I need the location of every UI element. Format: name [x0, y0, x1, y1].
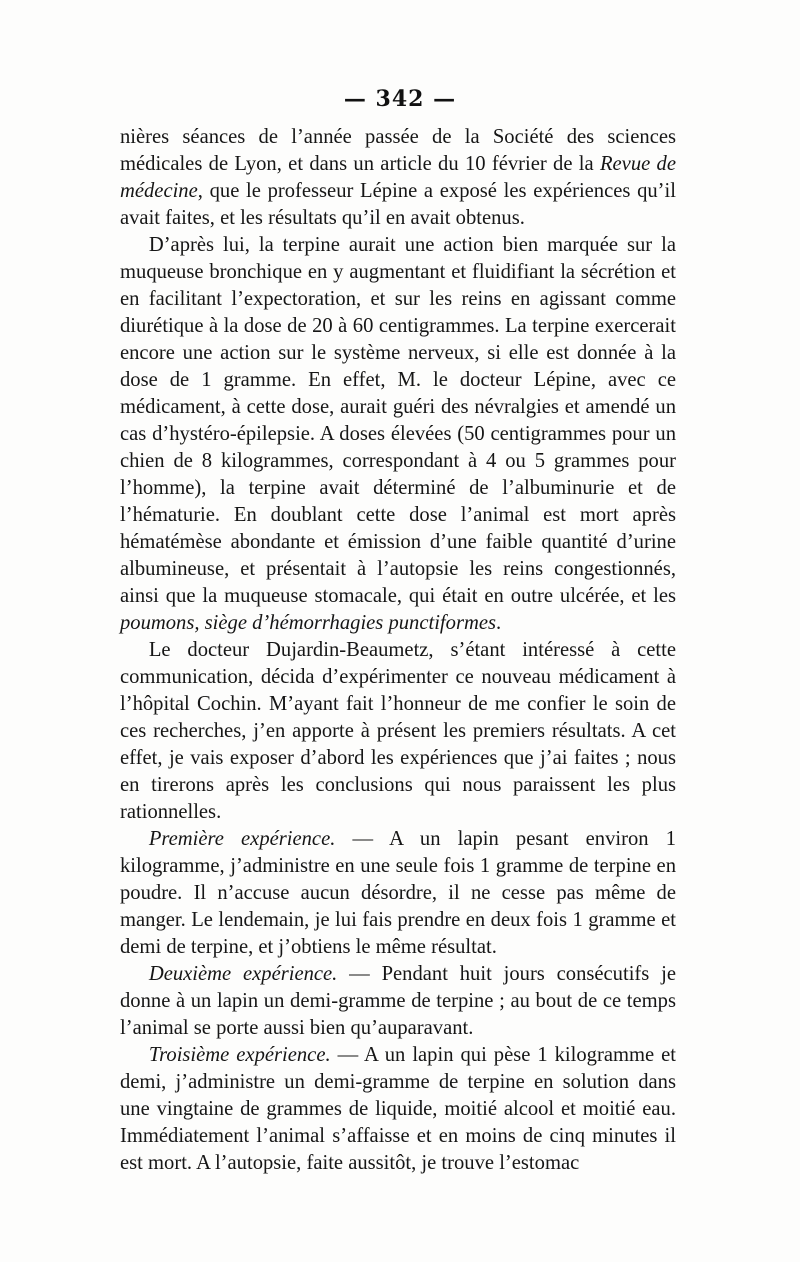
text-run: D’après lui, la terpine aurait une action bien marquée sur la muqueuse bronchique en y augmentant et fluidifiant la sécrétion et en facilitant l’expectoration, et sur les reins en agissant comme diurétique à la dose de 20 à 60 centigrammes. La terpine exercerait encore une action sur le système nerveux, si elle est donnée à la dose de 1 gramme. En effet, M. le docteur Lépine, avec ce médicament, à cette dose, aurait guéri des névralgies et amendé un cas d’hystéro-épilepsie. A doses élevées (50 centigrammes pour un chien de 8 kilogrammes, correspondant à 4 ou 5 grammes pour l’homme), la terpine avait déterminé de l’albuminurie et de l’hématurie. En doublant cette dose l’animal est mort après hématémèse abondante et émission d’une faible quantité d’urine albumineuse, et présentait à l’autopsie les reins congestionnés, ainsi que la muqueuse stomacale, qui était en outre ulcérée, et les [120, 234, 676, 607]
text-run: , que le professeur Lépine a exposé les expériences qu’il avait faites, et les résultats qu’il en avait obtenus. [120, 180, 676, 229]
italic-text-run: Troisième expérience. [148, 1044, 331, 1066]
paragraph-dujardin-beaumetz [120, 637, 676, 826]
italic-text-run: Revue de médecine [120, 153, 676, 202]
text-run: — A un lapin qui pèse 1 kilogramme et demi, j’administre un demi-gramme de terpine en solution dans une vingtaine de grammes de liquide, moitié alcool et moitié eau. Immédiatement l’animal s’affaisse et en moins de cinq minutes il est mort. A l’autopsie, faite aussitôt, je trouve l’estomac [120, 1044, 676, 1174]
italic-text-run: poumons, siège d’hémorrhagies punctiformes [120, 612, 496, 634]
paragraph-troisieme-experience [120, 1042, 676, 1177]
text-run: — A un lapin pesant environ 1 kilogramme, j’administre en une seule fois 1 gramme de terpine en poudre. Il n’accuse aucun désordre, il ne cesse pas même de manger. Le lendemain, je lui fais prendre en deux fois 1 gramme et demi de terpine, et j’obtiens le même résultat. [120, 828, 676, 958]
italic-text-run: Première expérience. [148, 828, 336, 850]
paragraph-continuation [120, 124, 676, 232]
paragraph-lepine-findings [120, 232, 676, 637]
page-number: — 342 — [343, 86, 457, 112]
text-run: nières séances de l’année passée de la Société des sciences médicales de Lyon, et dans un article du 10 février de la [120, 126, 676, 175]
text-run: — Pendant huit jours consécutifs je donne à un lapin un demi-gramme de terpine ; au bout de ce temps l’animal se porte aussi bien qu’auparavant. [120, 963, 676, 1039]
italic-text-run: Deuxième expérience. [148, 963, 338, 985]
body-text [120, 124, 676, 1177]
text-run: Le docteur Dujardin-Beaumetz, s’étant intéressé à cette communication, décida d’expérimenter ce nouveau médicament à l’hôpital Cochin. M’ayant fait l’honneur de me confier le soin de ces recherches, j’en apporte à présent les premiers résultats. A cet effet, je vais exposer d’abord les expériences que j’ai faites ; nous en tirerons après les conclusions qui nous paraissent les plus rationnelles. [120, 639, 676, 823]
paragraph-deuxieme-experience [120, 961, 676, 1042]
text-run: . [496, 612, 502, 634]
paragraph-premiere-experience [120, 826, 676, 961]
